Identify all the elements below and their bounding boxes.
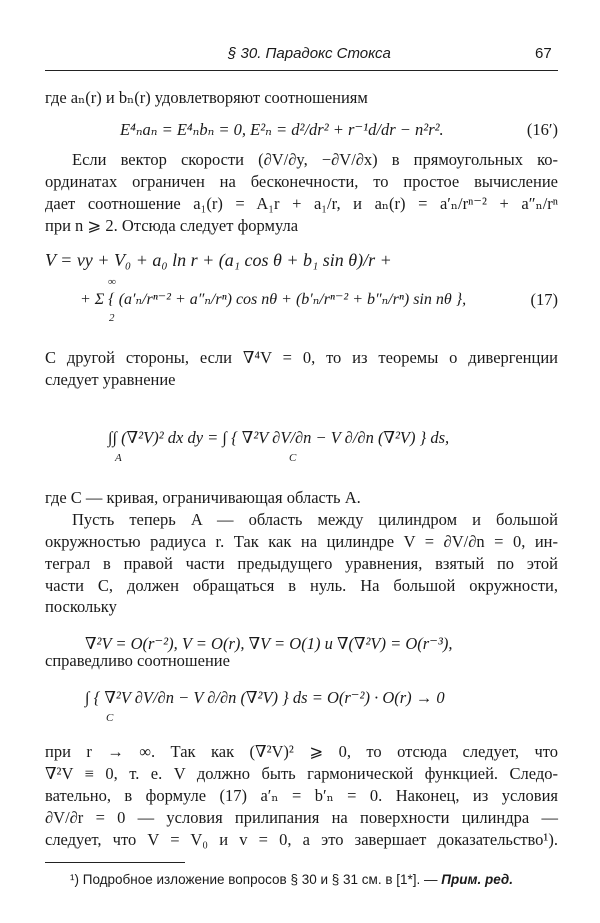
text-line: дает соотношение a₁(r) = A₁r + a₁/r, и aₙ(r) = a′ₙ/rⁿ⁻² + a″ₙ/rⁿ: [45, 194, 558, 213]
running-header-title: § 30. Парадокс Стокса: [228, 45, 391, 62]
text-line: Если вектор скорости (∂V/∂y, −∂V/∂x) в прямоугольных ко-: [72, 150, 558, 169]
text-line: ординатах ограничен на бесконечности, то простое вычисление: [45, 172, 558, 191]
equation-limit: ∫ { ∇²V ∂V/∂n − V ∂/∂n (∇²V) } ds = O(r⁻²) · O(r) → 0: [85, 688, 445, 707]
footnote-rule: [45, 862, 185, 863]
text-line: Пусть теперь A — область между цилиндром и большой: [72, 510, 558, 529]
text-line: где aₙ(r) и bₙ(r) удовлетворяют соотношениям: [45, 88, 368, 107]
equation-17-line1: V = vy + V₀ + a₀ ln r + (a₁ cos θ + b₁ sin θ)/r +: [45, 250, 392, 270]
text-line: теграл в правой части предыдущего уравнения, взятый по этой: [45, 554, 558, 573]
equation-16: E⁴ₙaₙ = E⁴ₙbₙ = 0, E²ₙ = d²/dr² + r⁻¹d/dr − n²r².: [120, 120, 444, 139]
footnote: [70, 872, 513, 887]
text-line: поскольку: [45, 597, 117, 616]
sum-lower-limit: 2: [109, 312, 115, 324]
equation-number: (16′): [526, 120, 558, 139]
text-line: следует уравнение: [45, 370, 176, 389]
integral-contour-label: C: [106, 712, 114, 724]
text-line: ∇²V ≡ 0, т. е. V должно быть гармонической функцией. Следо-: [45, 764, 558, 783]
equation-17-line2: + Σ { (a′ₙ/rⁿ⁻² + a″ₙ/rⁿ) cos nθ + (b′ₙ/rⁿ⁻² + b″ₙ/rⁿ) sin nθ },: [80, 291, 467, 308]
text-line: окружностью радиуса r. Так как на цилиндре V = ∂V/∂n = 0, ин-: [45, 532, 558, 551]
text-line: следует, что V = V₀ и v = 0, а это завершает доказательство¹).: [45, 830, 558, 849]
text-line: части C, должен обращаться в нуль. На большой окружности,: [45, 576, 558, 595]
text-line: где C — кривая, ограничивающая область A.: [45, 488, 361, 507]
footnote-editor-note: Прим. ред.: [441, 872, 513, 887]
text-line: справедливо соотношение: [45, 651, 230, 670]
integral-contour-label: C: [289, 452, 297, 464]
footnote-text: ¹) Подробное изложение вопросов § 30 и § 31 см. в [1*]. —: [70, 872, 438, 887]
equation-divergence: ∫∫ (∇²V)² dx dy = ∫ { ∇²V ∂V/∂n − V ∂/∂n (∇²V) } ds,: [108, 428, 450, 447]
integral-region-label: A: [115, 452, 122, 464]
text-line: вательно, в формуле (17) a′ₙ = b′ₙ = 0. Наконец, из условия: [45, 786, 558, 805]
text-line: ∂V/∂r = 0 — условия прилипания на поверхности цилиндра —: [45, 808, 558, 827]
equation-asymptotics: ∇²V = O(r⁻²), V = O(r), ∇V = O(1) и ∇(∇²V) = O(r⁻³),: [85, 634, 453, 653]
text-line: при n ⩾ 2. Отсюда следует формула: [45, 216, 299, 235]
text-line: при r → ∞. Так как (∇²V)² ⩾ 0, то отсюда следует, что: [45, 742, 558, 761]
page-number: 67: [535, 45, 552, 62]
sum-upper-limit: ∞: [108, 276, 116, 288]
text-line: С другой стороны, если ∇⁴V = 0, то из теоремы о дивергенции: [45, 348, 558, 367]
equation-number: (17): [530, 290, 558, 309]
header-rule: [45, 70, 558, 71]
